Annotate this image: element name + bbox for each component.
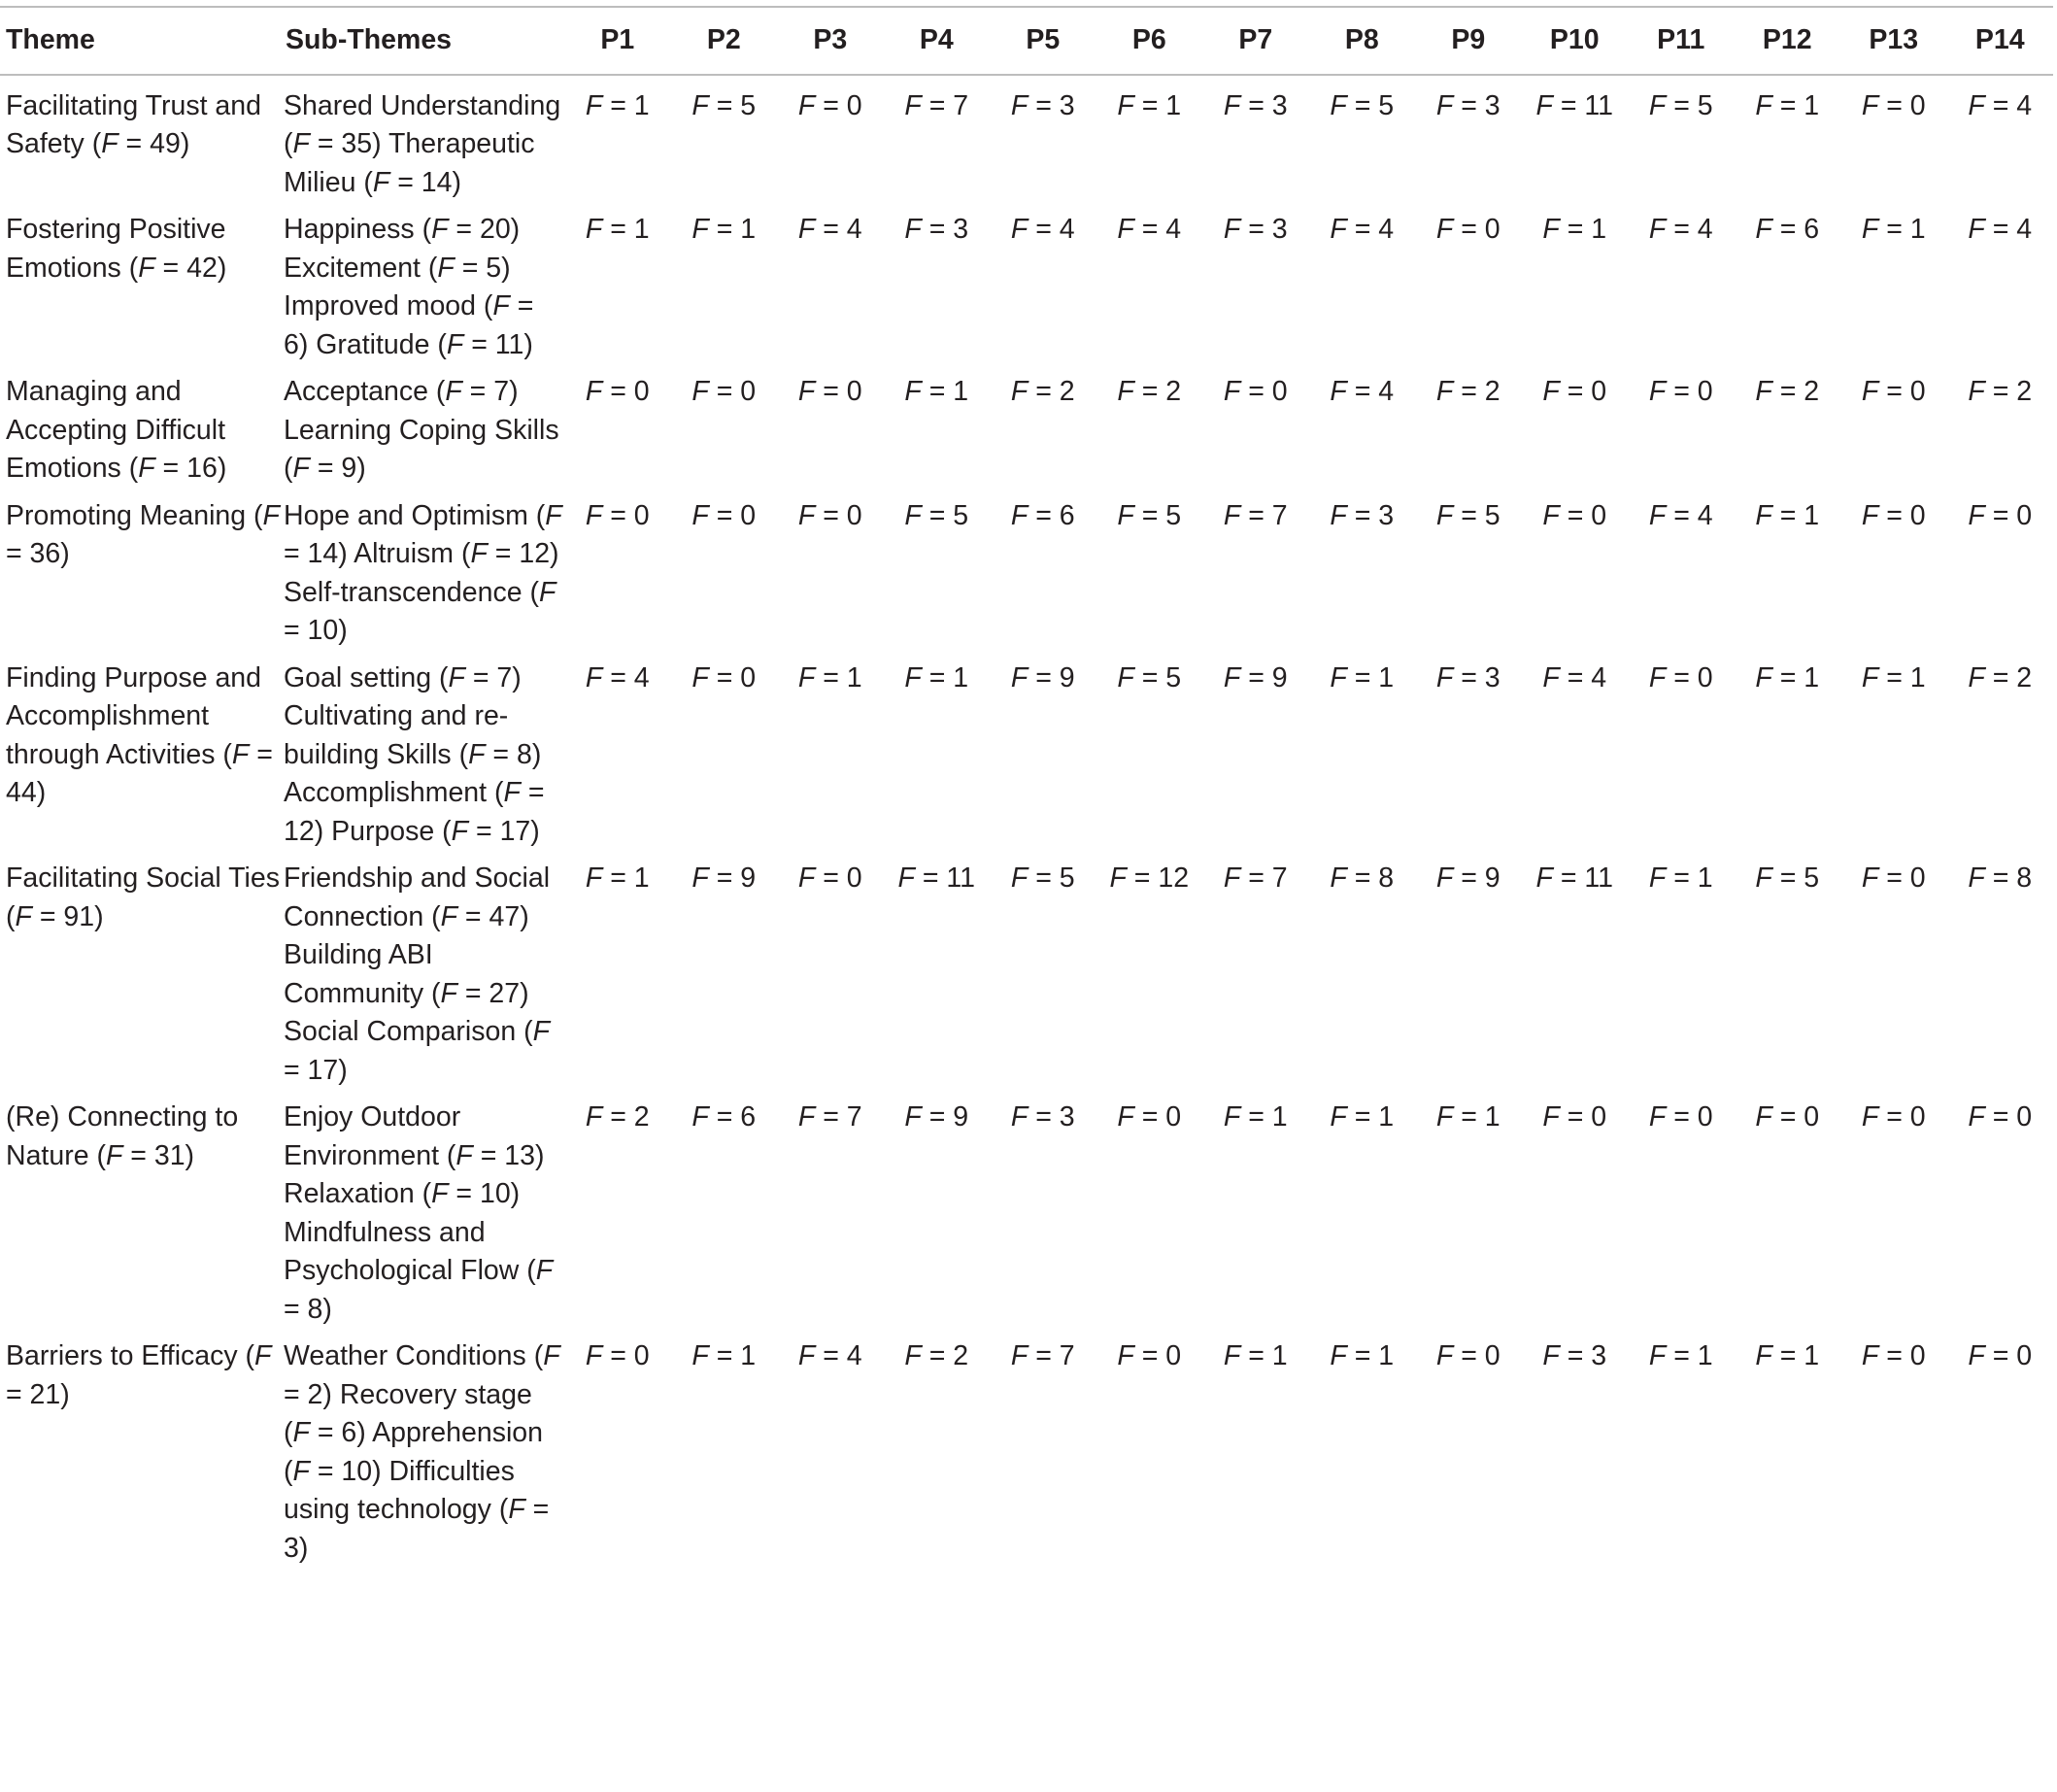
- participant-value-cell: F = 4: [797, 1340, 862, 1371]
- participant-header: P2: [671, 7, 778, 75]
- participant-header: P4: [884, 7, 991, 75]
- participant-header: P12: [1735, 7, 1841, 75]
- participant-header: P1: [564, 7, 671, 75]
- participant-value-cell: F = 0: [1117, 1101, 1182, 1133]
- participant-value-cell: F = 2: [1435, 376, 1501, 407]
- participant-header: P5: [990, 7, 1096, 75]
- participant-value-cell: F = 5: [904, 499, 969, 531]
- participant-value-cell: F = 5: [1330, 89, 1395, 121]
- participant-value-cell: F = 4: [1968, 89, 2033, 121]
- participant-value-cell: F = 5: [1117, 661, 1182, 693]
- table-row: [0, 860, 2053, 1099]
- participant-value-cell: F = 9: [1435, 862, 1501, 894]
- sub-themes-cell: Goal setting (F = 7) Cultivating and re-building Skills (F = 8) Accomplishment (F = 12) Purpose (F = 17): [284, 661, 545, 847]
- participant-value-cell: F = 1: [585, 89, 650, 121]
- participant-value-cell: F = 1: [585, 862, 650, 894]
- participant-value-cell: F = 0: [585, 376, 650, 407]
- participant-value-cell: F = 4: [1648, 214, 1713, 245]
- participant-value-cell: F = 5: [691, 89, 757, 121]
- participant-value-cell: F = 1: [1755, 1340, 1820, 1371]
- sub-themes-cell: Acceptance (F = 7) Learning Coping Skills (F = 9): [284, 376, 559, 484]
- participant-value-cell: F = 1: [904, 661, 969, 693]
- participant-value-cell: F = 2: [1968, 661, 2033, 693]
- participant-value-cell: F = 4: [1648, 499, 1713, 531]
- theme-cell: Facilitating Social Ties (F = 91): [6, 862, 280, 932]
- table-row: [0, 659, 2053, 861]
- participant-value-cell: F = 3: [1435, 89, 1501, 121]
- participant-value-cell: F = 11: [1535, 89, 1613, 121]
- participant-value-cell: F = 7: [904, 89, 969, 121]
- theme-cell: Managing and Accepting Difficult Emotions (F = 16): [6, 376, 227, 484]
- participant-value-cell: F = 1: [1861, 661, 1926, 693]
- participant-value-cell: F = 3: [1435, 661, 1501, 693]
- participant-value-cell: F = 7: [797, 1101, 862, 1133]
- participant-value-cell: F = 9: [691, 862, 757, 894]
- participant-value-cell: F = 4: [1117, 214, 1182, 245]
- participant-value-cell: F = 0: [1861, 862, 1926, 894]
- participant-value-cell: F = 11: [897, 862, 975, 894]
- header-row: [0, 7, 2053, 75]
- participant-value-cell: F = 4: [1010, 214, 1075, 245]
- table-row: [0, 1099, 2053, 1337]
- participant-value-cell: F = 1: [1542, 214, 1607, 245]
- participant-header: P14: [1947, 7, 2054, 75]
- participant-value-cell: F = 3: [904, 214, 969, 245]
- theme-cell: Promoting Meaning (F = 36): [6, 499, 280, 569]
- participant-value-cell: F = 1: [1330, 661, 1395, 693]
- participant-value-cell: F = 1: [1435, 1101, 1501, 1133]
- participant-value-cell: F = 0: [1861, 89, 1926, 121]
- participant-value-cell: F = 0: [797, 89, 862, 121]
- participant-value-cell: F = 0: [1223, 376, 1288, 407]
- theme-cell: Fostering Positive Emotions (F = 42): [6, 214, 227, 284]
- participant-value-cell: F = 4: [1968, 214, 2033, 245]
- participant-value-cell: F = 2: [1010, 376, 1075, 407]
- participant-value-cell: F = 3: [1330, 499, 1395, 531]
- participant-value-cell: F = 1: [585, 214, 650, 245]
- theme-cell: Barriers to Efficacy (F = 21): [6, 1340, 272, 1410]
- participant-value-cell: F = 0: [1968, 1101, 2033, 1133]
- participant-value-cell: F = 0: [797, 862, 862, 894]
- participant-value-cell: F = 1: [1755, 89, 1820, 121]
- participant-value-cell: F = 9: [904, 1101, 969, 1133]
- table-row: [0, 497, 2053, 659]
- participant-value-cell: F = 3: [1542, 1340, 1607, 1371]
- participant-value-cell: F = 0: [1542, 499, 1607, 531]
- participant-value-cell: F = 0: [1861, 1101, 1926, 1133]
- participant-value-cell: F = 3: [1223, 89, 1288, 121]
- table-row: [0, 1337, 2053, 1576]
- participant-value-cell: F = 1: [1755, 661, 1820, 693]
- theme-cell: Finding Purpose and Accomplishment through Activities (F = 44): [6, 661, 273, 808]
- sub-themes-cell: Happiness (F = 20) Excitement (F = 5) Improved mood (F = 6) Gratitude (F = 11): [284, 214, 534, 360]
- participant-value-cell: F = 2: [1117, 376, 1182, 407]
- participant-value-cell: F = 2: [904, 1340, 969, 1371]
- sub-themes-header: Sub-Themes: [280, 7, 564, 75]
- participant-value-cell: F = 4: [585, 661, 650, 693]
- participant-value-cell: F = 7: [1223, 862, 1288, 894]
- participant-value-cell: F = 0: [691, 499, 757, 531]
- participant-header: P6: [1096, 7, 1203, 75]
- theme-cell: Facilitating Trust and Safety (F = 49): [6, 89, 261, 159]
- participant-value-cell: F = 0: [691, 661, 757, 693]
- participant-value-cell: F = 6: [1010, 499, 1075, 531]
- theme-cell: (Re) Connecting to Nature (F = 31): [6, 1101, 239, 1171]
- themes-table: [0, 6, 2053, 1576]
- participant-header: P3: [777, 7, 884, 75]
- table-row: [0, 75, 2053, 212]
- participant-header: P13: [1840, 7, 1947, 75]
- sub-themes-cell: Friendship and Social Connection (F = 47) Building ABI Community (F = 27) Social Comparison (F = 17): [284, 862, 551, 1086]
- participant-header: P10: [1522, 7, 1629, 75]
- sub-themes-cell: Shared Understanding (F = 35) Therapeutic Milieu (F = 14): [284, 89, 561, 198]
- participant-value-cell: F = 5: [1010, 862, 1075, 894]
- participant-header: P11: [1628, 7, 1735, 75]
- participant-value-cell: F = 0: [691, 376, 757, 407]
- participant-value-cell: F = 1: [1223, 1101, 1288, 1133]
- participant-value-cell: F = 0: [1861, 499, 1926, 531]
- participant-value-cell: F = 0: [585, 499, 650, 531]
- participant-value-cell: F = 4: [1330, 214, 1395, 245]
- participant-value-cell: F = 0: [1435, 1340, 1501, 1371]
- participant-value-cell: F = 0: [1117, 1340, 1182, 1371]
- participant-value-cell: F = 0: [1648, 376, 1713, 407]
- theme-header: Theme: [0, 7, 280, 75]
- participant-value-cell: F = 4: [1542, 661, 1607, 693]
- participant-value-cell: F = 5: [1648, 89, 1713, 121]
- sub-themes-cell: Hope and Optimism (F = 14) Altruism (F = 12) Self-transcendence (F = 10): [284, 499, 562, 646]
- participant-value-cell: F = 1: [797, 661, 862, 693]
- participant-value-cell: F = 9: [1223, 661, 1288, 693]
- participant-value-cell: F = 2: [1755, 376, 1820, 407]
- participant-value-cell: F = 0: [1755, 1101, 1820, 1133]
- participant-value-cell: F = 0: [1542, 376, 1607, 407]
- participant-value-cell: F = 3: [1010, 1101, 1075, 1133]
- participant-value-cell: F = 4: [797, 214, 862, 245]
- participant-value-cell: F = 0: [1542, 1101, 1607, 1133]
- participant-value-cell: F = 1: [691, 214, 757, 245]
- participant-value-cell: F = 0: [1968, 1340, 2033, 1371]
- participant-value-cell: F = 5: [1117, 499, 1182, 531]
- participant-value-cell: F = 0: [1435, 214, 1501, 245]
- participant-value-cell: F = 1: [691, 1340, 757, 1371]
- participant-value-cell: F = 4: [1330, 376, 1395, 407]
- participant-value-cell: F = 1: [1648, 1340, 1713, 1371]
- participant-value-cell: F = 1: [1648, 862, 1713, 894]
- participant-header: P8: [1309, 7, 1416, 75]
- participant-value-cell: F = 6: [691, 1101, 757, 1133]
- participant-header: P9: [1415, 7, 1522, 75]
- participant-value-cell: F = 7: [1010, 1340, 1075, 1371]
- table-header: [0, 7, 2053, 75]
- table-row: [0, 211, 2053, 373]
- sub-themes-cell: Weather Conditions (F = 2) Recovery stage (F = 6) Apprehension (F = 10) Difficulties using technology (F = 3): [284, 1340, 560, 1564]
- participant-value-cell: F = 1: [1223, 1340, 1288, 1371]
- participant-value-cell: F = 8: [1330, 862, 1395, 894]
- participant-value-cell: F = 1: [1117, 89, 1182, 121]
- participant-value-cell: F = 12: [1109, 862, 1190, 894]
- participant-value-cell: F = 1: [1755, 499, 1820, 531]
- participant-value-cell: F = 1: [1861, 214, 1926, 245]
- participant-value-cell: F = 0: [1861, 376, 1926, 407]
- participant-value-cell: F = 1: [1330, 1101, 1395, 1133]
- participant-value-cell: F = 5: [1435, 499, 1501, 531]
- participant-value-cell: F = 0: [797, 376, 862, 407]
- participant-value-cell: F = 0: [585, 1340, 650, 1371]
- participant-value-cell: F = 7: [1223, 499, 1288, 531]
- participant-value-cell: F = 1: [1330, 1340, 1395, 1371]
- participant-value-cell: F = 1: [904, 376, 969, 407]
- participant-value-cell: F = 9: [1010, 661, 1075, 693]
- participant-value-cell: F = 0: [1968, 499, 2033, 531]
- participant-value-cell: F = 2: [1968, 376, 2033, 407]
- participant-value-cell: F = 6: [1755, 214, 1820, 245]
- participant-value-cell: F = 0: [797, 499, 862, 531]
- participant-value-cell: F = 3: [1223, 214, 1288, 245]
- participant-value-cell: F = 0: [1648, 661, 1713, 693]
- participant-value-cell: F = 0: [1648, 1101, 1713, 1133]
- participant-value-cell: F = 0: [1861, 1340, 1926, 1371]
- participant-value-cell: F = 5: [1755, 862, 1820, 894]
- participant-value-cell: F = 2: [585, 1101, 650, 1133]
- sub-themes-cell: Enjoy Outdoor Environment (F = 13) Relaxation (F = 10) Mindfulness and Psychological Flow (F = 8): [284, 1101, 554, 1325]
- participant-value-cell: F = 3: [1010, 89, 1075, 121]
- participant-value-cell: F = 8: [1968, 862, 2033, 894]
- participant-value-cell: F = 11: [1535, 862, 1613, 894]
- participant-header: P7: [1202, 7, 1309, 75]
- table-body: [0, 75, 2053, 1577]
- table-row: [0, 373, 2053, 497]
